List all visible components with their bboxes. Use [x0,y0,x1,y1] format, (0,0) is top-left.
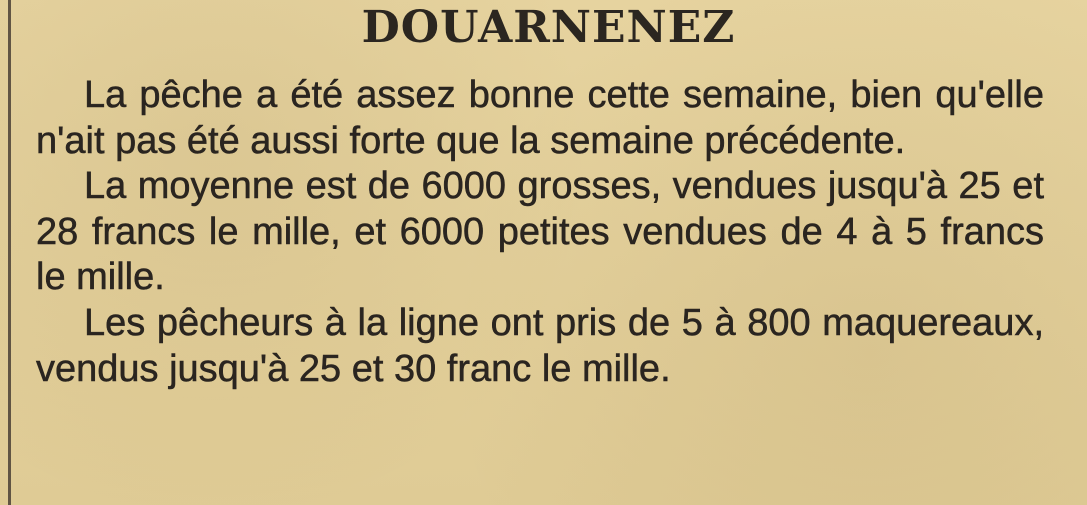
paragraph-3: Les pêcheurs à la ligne ont pris de 5 à 800 maquereaux, vendus jusqu'à 25 et 30 franc le mille. [36,301,1044,390]
paragraph-2: La moyenne est de 6000 grosses, vendues jusqu'à 25 et 28 francs le mille, et 6000 petites vendues de 4 à 5 francs le mille. [36,165,1044,299]
column-rule [8,0,11,505]
paragraph-1: La pêche a été assez bonne cette semaine, bien qu'elle n'ait pas été aussi forte que la semaine précédente. [36,74,1044,162]
article-title: DOUARNENEZ [361,2,736,53]
article-body [36,73,1044,392]
